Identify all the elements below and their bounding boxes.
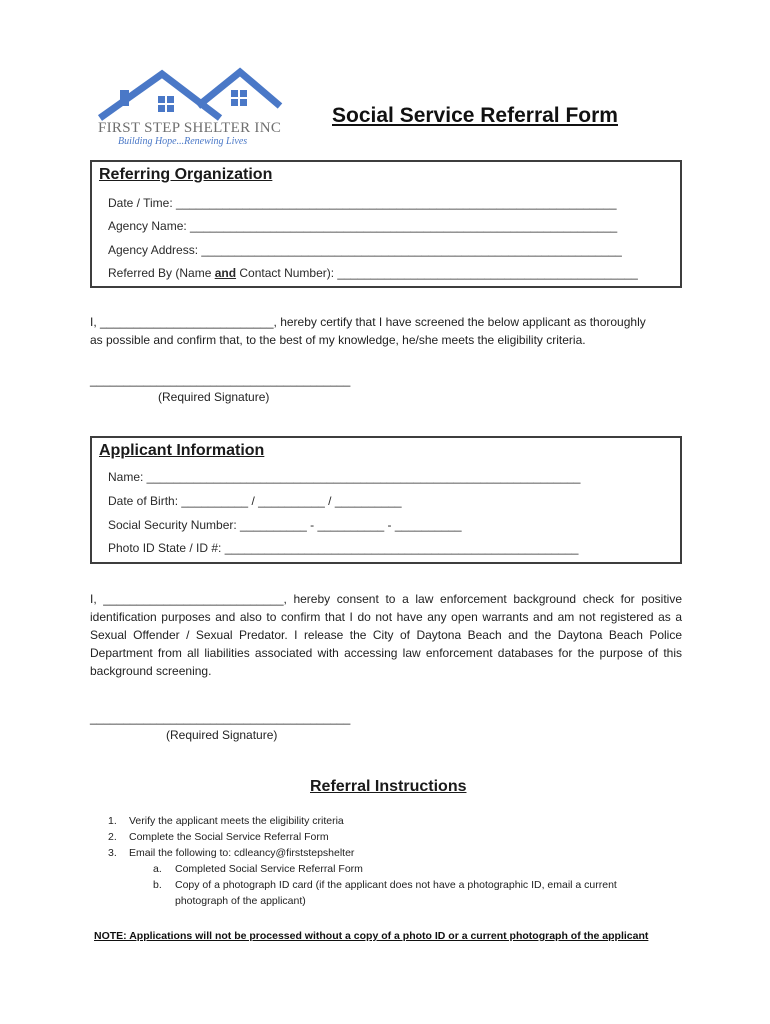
instruction-sub-text-b-continued: photograph of the applicant) <box>175 895 306 907</box>
applicant-information-heading: Applicant Information <box>99 442 265 459</box>
referrer-signature-line[interactable]: _______________________________________ <box>90 373 351 387</box>
certification-line-1: I, __________________________, hereby certify that I have screened the below applicant as thoroughly <box>90 315 646 329</box>
instruction-sub-marker-b: b. <box>153 879 162 891</box>
applicant-signature-line[interactable]: _______________________________________ <box>90 711 351 725</box>
logo-name: FIRST STEP SHELTER INC <box>98 120 282 136</box>
instruction-text-2: Complete the Social Service Referral Form <box>129 831 329 843</box>
instruction-marker-1: 1. <box>108 815 117 827</box>
date-time-field[interactable]: Date / Time: __________________________________________________________________ <box>108 196 617 210</box>
consent-text: I, ___________________________, hereby consent to a law enforcement background check for positive identification purposes and also to confirm that I do not have any open warrants and am not registered as a Sexual Offender / Sexual Predator. I release the City of Daytona Beach and the Daytona Beach Police Department from all liabilities associated with accessing law enforcement databases for the purpose of this background screening. <box>90 592 682 678</box>
date-of-birth-field[interactable]: Date of Birth: __________ / __________ / __________ <box>108 494 402 508</box>
form-title: Social Service Referral Form <box>332 104 618 127</box>
referring-organization-section <box>90 160 682 288</box>
certification-line-2: as possible and confirm that, to the best of my knowledge, he/she meets the eligibility criteria. <box>90 333 586 347</box>
referred-by-label-pre: Referred By (Name <box>108 266 215 280</box>
photo-id-field[interactable]: Photo ID State / ID #: _____________________________________________________ <box>108 541 579 555</box>
applicant-information-section <box>90 436 682 564</box>
instruction-sub-marker-a: a. <box>153 863 162 875</box>
instruction-marker-3: 3. <box>108 847 117 859</box>
referred-by-and: and <box>214 266 237 280</box>
instruction-text-1: Verify the applicant meets the eligibility criteria <box>129 815 344 827</box>
certification-statement <box>90 313 682 349</box>
agency-name-field[interactable]: Agency Name: ________________________________________________________________ <box>108 219 618 233</box>
applicant-signature-caption: (Required Signature) <box>166 728 278 742</box>
referring-organization-heading: Referring Organization <box>99 166 273 183</box>
consent-statement <box>90 590 682 680</box>
referrer-signature-caption: (Required Signature) <box>158 390 270 404</box>
instruction-sub-text-a: Completed Social Service Referral Form <box>175 863 363 875</box>
social-security-number-field[interactable]: Social Security Number: __________ - __________ - __________ <box>108 518 462 532</box>
applicant-name-field[interactable]: Name: _________________________________________________________________ <box>108 470 581 484</box>
processing-note: NOTE: Applications will not be processed without a copy of a photo ID or a current photograph of the applicant <box>94 930 649 942</box>
referred-by-field[interactable] <box>108 266 638 280</box>
agency-address-field[interactable]: Agency Address: _______________________________________________________________ <box>108 243 622 257</box>
logo-tagline: Building Hope...Renewing Lives <box>118 136 248 147</box>
house-roofs-icon <box>92 66 292 122</box>
instruction-text-3: Email the following to: cdleancy@firststepshelter <box>129 847 355 859</box>
instruction-sub-text-b: Copy of a photograph ID card (if the applicant does not have a photographic ID, email a current <box>175 879 617 891</box>
referred-by-label-post: Contact Number): _____________________________________________ <box>236 266 638 280</box>
referral-instructions-heading: Referral Instructions <box>310 778 467 795</box>
company-logo <box>92 66 292 150</box>
instruction-marker-2: 2. <box>108 831 117 843</box>
